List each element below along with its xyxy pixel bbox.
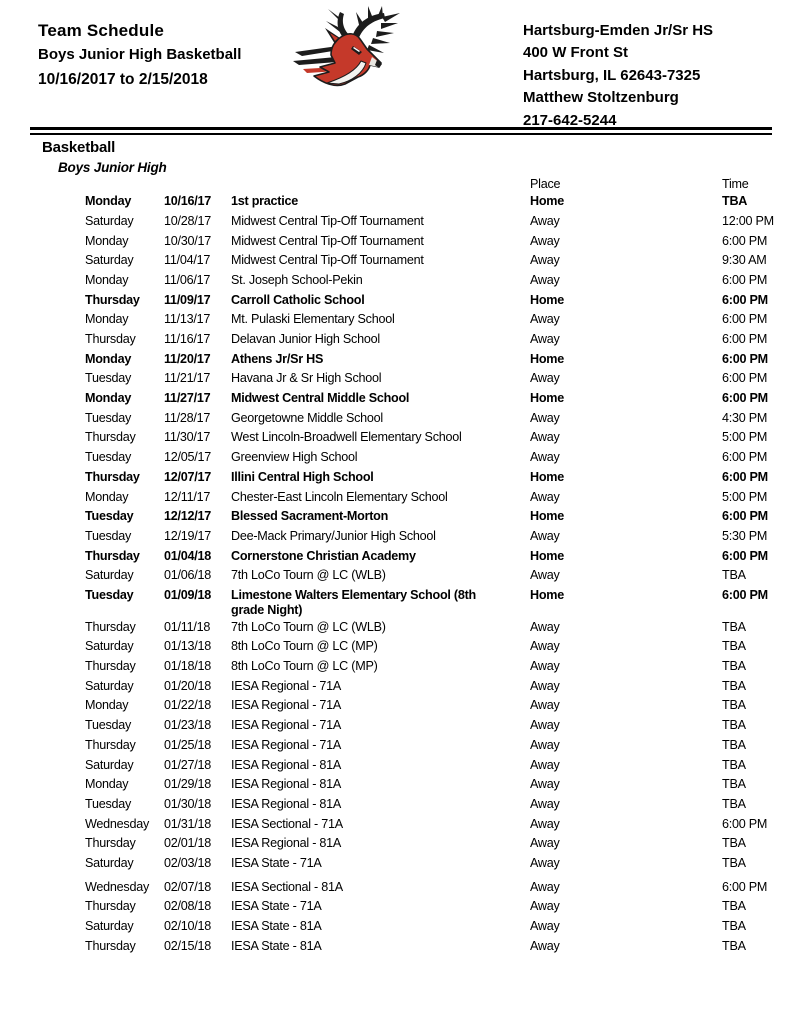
cell-time: TBA xyxy=(722,836,746,851)
cell-place: Home xyxy=(530,391,564,406)
cell-day: Thursday xyxy=(85,332,136,346)
cell-event: 7th LoCo Tourn @ LC (WLB) xyxy=(231,619,386,634)
schedule-row xyxy=(0,369,800,389)
time-column-header: Time xyxy=(722,177,749,191)
cell-event: IESA State - 71A xyxy=(231,899,322,914)
cell-date: 02/03/18 xyxy=(164,855,212,870)
cell-day: Tuesday xyxy=(85,528,132,543)
schedule-row xyxy=(0,231,800,251)
cell-place: Away xyxy=(530,213,560,228)
cell-date: 12/19/17 xyxy=(164,528,212,543)
team-subtitle: Boys Junior High Basketball xyxy=(38,46,242,63)
place-column-header: Place xyxy=(530,177,561,191)
cell-event: IESA State - 81A xyxy=(231,938,322,953)
schedule-row xyxy=(0,211,800,231)
date-range: 10/16/2017 to 2/15/2018 xyxy=(38,71,208,88)
schedule-row xyxy=(0,290,800,310)
cell-time: TBA xyxy=(722,568,746,583)
cell-time: TBA xyxy=(722,659,746,674)
cell-place: Home xyxy=(530,587,564,602)
cell-place: Away xyxy=(530,659,560,674)
schedule-row xyxy=(0,696,800,716)
cell-place: Away xyxy=(530,879,560,894)
schedule-row xyxy=(0,270,800,290)
page-title: Team Schedule xyxy=(38,21,165,40)
cell-date: 01/09/18 xyxy=(164,587,212,602)
cell-time: TBA xyxy=(722,796,746,811)
cell-place: Away xyxy=(530,919,560,934)
cell-date: 12/11/17 xyxy=(164,489,211,504)
schedule-row xyxy=(0,834,800,854)
cell-date: 01/22/18 xyxy=(164,698,212,713)
schedule-row xyxy=(0,467,800,487)
schedule-row xyxy=(0,329,800,349)
cell-place: Away xyxy=(530,757,560,772)
cell-time: TBA xyxy=(722,194,748,209)
cell-day: Thursday xyxy=(85,469,140,484)
schedule-row xyxy=(0,676,800,696)
schedule-row xyxy=(0,794,800,814)
cell-event: IESA Sectional - 71A xyxy=(231,816,343,831)
schedule-row xyxy=(0,546,800,566)
cell-event: Midwest Central Middle School xyxy=(231,391,410,406)
cell-date: 10/28/17 xyxy=(164,213,212,228)
schedule-row xyxy=(0,637,800,657)
cell-event: Blessed Sacrament-Morton xyxy=(231,509,389,524)
cell-event: IESA Sectional - 81A xyxy=(231,879,343,894)
cell-place: Away xyxy=(530,332,560,346)
cell-date: 11/06/17 xyxy=(164,272,211,287)
schedule-row xyxy=(0,735,800,755)
cell-day: Monday xyxy=(85,272,129,287)
cell-day: Tuesday xyxy=(85,509,134,524)
cell-date: 01/11/18 xyxy=(164,619,211,634)
cell-day: Tuesday xyxy=(85,371,132,386)
schedule-row xyxy=(0,916,800,936)
cell-place: Away xyxy=(530,899,560,914)
team-heading: Boys Junior High xyxy=(58,160,167,175)
cell-event: Midwest Central Tip-Off Tournament xyxy=(231,253,424,268)
cell-place: Away xyxy=(530,528,560,543)
cell-event: Havana Jr & Sr High School xyxy=(231,371,382,386)
cell-day: Saturday xyxy=(85,855,134,870)
header-divider xyxy=(30,127,772,135)
cell-place: Away xyxy=(530,796,560,811)
cell-time: 9:30 AM xyxy=(722,253,767,268)
cell-time: TBA xyxy=(722,777,746,792)
cell-date: 01/23/18 xyxy=(164,718,212,733)
cell-place: Away xyxy=(530,938,560,953)
cell-date: 01/30/18 xyxy=(164,796,212,811)
schedule-row xyxy=(0,814,800,834)
cell-time: TBA xyxy=(722,678,746,693)
cell-place: Away xyxy=(530,430,560,445)
cell-event: Mt. Pulaski Elementary School xyxy=(231,312,395,327)
cell-event: IESA Regional - 71A xyxy=(231,737,342,752)
cell-day: Thursday xyxy=(85,899,136,914)
cell-date: 11/04/17 xyxy=(164,253,211,268)
cell-day: Saturday xyxy=(85,639,134,654)
cell-day: Saturday xyxy=(85,253,134,268)
cell-place: Away xyxy=(530,816,560,831)
cell-date: 01/06/18 xyxy=(164,568,212,583)
cell-date: 01/31/18 xyxy=(164,816,212,831)
cell-day: Wednesday xyxy=(85,879,150,894)
schedule-row xyxy=(0,448,800,468)
schedule-row xyxy=(0,877,800,897)
header-left xyxy=(38,21,241,89)
schedule-table xyxy=(0,177,800,956)
cell-date: 10/30/17 xyxy=(164,233,212,248)
cell-event: Chester-East Lincoln Elementary School xyxy=(231,489,448,504)
cell-event: IESA Regional - 81A xyxy=(231,757,342,772)
cell-day: Thursday xyxy=(85,619,136,634)
cell-time: 6:00 PM xyxy=(722,272,768,287)
cell-place: Home xyxy=(530,194,564,209)
cell-date: 11/13/17 xyxy=(164,312,211,327)
cell-time: 12:00 PM xyxy=(722,213,774,228)
cell-event: Georgetowne Middle School xyxy=(231,410,383,425)
cell-day: Tuesday xyxy=(85,587,134,602)
cell-day: Thursday xyxy=(85,836,136,851)
school-info xyxy=(523,20,713,132)
cell-day: Monday xyxy=(85,194,132,209)
schedule-row xyxy=(0,251,800,271)
schedule-row xyxy=(0,349,800,369)
schedule-row xyxy=(0,310,800,330)
cell-time: TBA xyxy=(722,938,746,953)
schedule-row xyxy=(0,936,800,956)
cell-event: Dee-Mack Primary/Junior High School xyxy=(231,528,436,543)
cell-date: 01/18/18 xyxy=(164,659,212,674)
cell-date: 11/20/17 xyxy=(164,351,211,366)
cell-date: 01/04/18 xyxy=(164,548,212,563)
cell-place: Away xyxy=(530,272,560,287)
cell-day: Saturday xyxy=(85,678,134,693)
cell-place: Away xyxy=(530,737,560,752)
table-header-row xyxy=(0,177,800,192)
cell-place: Away xyxy=(530,568,560,583)
cell-date: 11/09/17 xyxy=(164,292,211,307)
cell-place: Away xyxy=(530,698,560,713)
cell-event: IESA Regional - 71A xyxy=(231,678,342,693)
cell-event: Limestone Walters Elementary School (8th grade Night) xyxy=(231,587,476,617)
cell-time: 5:00 PM xyxy=(722,430,768,445)
cell-date: 01/29/18 xyxy=(164,777,212,792)
cell-day: Monday xyxy=(85,698,129,713)
schedule-row xyxy=(0,408,800,428)
cell-time: 6:00 PM xyxy=(722,292,768,307)
cell-date: 11/16/17 xyxy=(164,332,211,346)
cell-place: Away xyxy=(530,410,560,425)
school-name: Hartsburg-Emden Jr/Sr HS xyxy=(523,22,714,39)
cell-event: West Lincoln-Broadwell Elementary School xyxy=(231,430,462,445)
cell-place: Home xyxy=(530,351,564,366)
schedule-row xyxy=(0,853,800,873)
cell-date: 02/08/18 xyxy=(164,899,212,914)
schedule-row xyxy=(0,775,800,795)
cell-date: 11/21/17 xyxy=(164,371,211,386)
cell-day: Tuesday xyxy=(85,410,132,425)
cell-date: 01/20/18 xyxy=(164,678,212,693)
cell-place: Home xyxy=(530,548,564,563)
cell-day: Monday xyxy=(85,391,132,406)
cell-date: 01/27/18 xyxy=(164,757,212,772)
cell-time: 5:00 PM xyxy=(722,489,768,504)
cell-place: Away xyxy=(530,450,560,465)
cell-event: IESA Regional - 81A xyxy=(231,796,342,811)
cell-time: 6:00 PM xyxy=(722,509,768,524)
cell-event: Delavan Junior High School xyxy=(231,332,380,346)
cell-event: 1st practice xyxy=(231,194,299,209)
cell-event: IESA Regional - 71A xyxy=(231,698,342,713)
cell-place: Away xyxy=(530,489,560,504)
cell-event: Illini Central High School xyxy=(231,469,374,484)
schedule-row xyxy=(0,755,800,775)
contact-phone: 217-642-5244 xyxy=(523,111,617,129)
cell-time: 6:00 PM xyxy=(722,816,768,831)
contact-name: Matthew Stoltzenburg xyxy=(523,89,679,107)
cell-place: Away xyxy=(530,312,560,327)
cell-time: TBA xyxy=(722,899,746,914)
cell-day: Tuesday xyxy=(85,796,132,811)
cell-place: Home xyxy=(530,469,564,484)
cell-time: 6:00 PM xyxy=(722,233,768,248)
schedule-row xyxy=(0,192,800,212)
cell-place: Away xyxy=(530,718,560,733)
cell-time: 6:00 PM xyxy=(722,469,768,484)
cell-place: Away xyxy=(530,253,560,268)
cell-day: Thursday xyxy=(85,938,136,953)
cell-date: 12/07/17 xyxy=(164,469,212,484)
cell-date: 11/28/17 xyxy=(164,410,211,425)
cell-time: 6:00 PM xyxy=(722,391,768,406)
cell-time: 4:30 PM xyxy=(722,410,768,425)
cell-place: Away xyxy=(530,777,560,792)
cell-date: 02/07/18 xyxy=(164,879,212,894)
cell-day: Saturday xyxy=(85,213,134,228)
cell-time: 6:00 PM xyxy=(722,879,768,894)
cell-event: Athens Jr/Sr HS xyxy=(231,351,324,366)
cell-day: Monday xyxy=(85,489,129,504)
cell-event: IESA State - 71A xyxy=(231,855,322,870)
table-body xyxy=(0,192,800,956)
schedule-row xyxy=(0,526,800,546)
cell-time: TBA xyxy=(722,698,746,713)
cell-event: Midwest Central Tip-Off Tournament xyxy=(231,233,424,248)
cell-event: IESA Regional - 81A xyxy=(231,836,342,851)
cell-time: TBA xyxy=(722,639,746,654)
schedule-row xyxy=(0,566,800,586)
cell-date: 10/16/17 xyxy=(164,194,212,209)
cell-day: Wednesday xyxy=(85,816,150,831)
cell-date: 02/10/18 xyxy=(164,919,212,934)
cell-event: Midwest Central Tip-Off Tournament xyxy=(231,213,424,228)
cell-day: Thursday xyxy=(85,548,140,563)
schedule-row xyxy=(0,897,800,917)
cell-date: 01/13/18 xyxy=(164,639,212,654)
cell-place: Home xyxy=(530,292,564,307)
schedule-row xyxy=(0,585,800,617)
cell-day: Thursday xyxy=(85,737,136,752)
stag-head-icon xyxy=(293,6,411,94)
cell-place: Away xyxy=(530,855,560,870)
schedule-row xyxy=(0,388,800,408)
cell-event: Carroll Catholic School xyxy=(231,292,365,307)
cell-event: Greenview High School xyxy=(231,450,358,465)
cell-time: TBA xyxy=(722,619,746,634)
cell-date: 01/25/18 xyxy=(164,737,212,752)
cell-day: Thursday xyxy=(85,292,140,307)
cell-event: Cornerstone Christian Academy xyxy=(231,548,416,563)
cell-date: 11/27/17 xyxy=(164,391,211,406)
cell-event: 8th LoCo Tourn @ LC (MP) xyxy=(231,659,378,674)
cell-day: Thursday xyxy=(85,659,136,674)
cell-time: TBA xyxy=(722,855,746,870)
cell-date: 12/12/17 xyxy=(164,509,212,524)
cell-day: Monday xyxy=(85,233,129,248)
cell-time: TBA xyxy=(722,919,746,934)
schedule-row xyxy=(0,716,800,736)
cell-date: 02/01/18 xyxy=(164,836,212,851)
schedule-row xyxy=(0,428,800,448)
cell-place: Home xyxy=(530,509,564,524)
schedule-row xyxy=(0,617,800,637)
school-address-line2: Hartsburg, IL 62643-7325 xyxy=(523,66,701,84)
cell-time: 6:00 PM xyxy=(722,450,768,465)
cell-event: 7th LoCo Tourn @ LC (WLB) xyxy=(231,568,386,583)
cell-place: Away xyxy=(530,371,560,386)
cell-date: 02/15/18 xyxy=(164,938,212,953)
cell-event: IESA Regional - 71A xyxy=(231,718,342,733)
cell-place: Away xyxy=(530,639,560,654)
cell-day: Thursday xyxy=(85,430,136,445)
cell-day: Monday xyxy=(85,777,129,792)
cell-day: Saturday xyxy=(85,757,134,772)
cell-event: IESA State - 81A xyxy=(231,919,322,934)
cell-time: 6:00 PM xyxy=(722,548,768,563)
cell-place: Away xyxy=(530,619,560,634)
cell-time: 6:00 PM xyxy=(722,332,768,346)
cell-day: Saturday xyxy=(85,568,134,583)
cell-time: TBA xyxy=(722,757,746,772)
school-address-line1: 400 W Front St xyxy=(523,44,629,62)
schedule-row xyxy=(0,487,800,507)
cell-event: St. Joseph School-Pekin xyxy=(231,272,363,287)
cell-time: 6:00 PM xyxy=(722,587,768,602)
cell-date: 12/05/17 xyxy=(164,450,212,465)
cell-event: 8th LoCo Tourn @ LC (MP) xyxy=(231,639,378,654)
cell-day: Monday xyxy=(85,351,132,366)
cell-time: 6:00 PM xyxy=(722,312,768,327)
cell-place: Away xyxy=(530,233,560,248)
cell-day: Monday xyxy=(85,312,129,327)
cell-time: 6:00 PM xyxy=(722,371,768,386)
cell-place: Away xyxy=(530,836,560,851)
cell-time: TBA xyxy=(722,737,746,752)
cell-day: Tuesday xyxy=(85,450,132,465)
cell-place: Away xyxy=(530,678,560,693)
cell-time: 6:00 PM xyxy=(722,351,768,366)
cell-date: 11/30/17 xyxy=(164,430,211,445)
cell-day: Tuesday xyxy=(85,718,132,733)
cell-time: TBA xyxy=(722,718,746,733)
schedule-row xyxy=(0,507,800,527)
cell-event: IESA Regional - 81A xyxy=(231,777,342,792)
schedule-row xyxy=(0,657,800,677)
sport-heading: Basketball xyxy=(42,139,116,156)
cell-day: Saturday xyxy=(85,919,134,934)
cell-time: 5:30 PM xyxy=(722,528,768,543)
